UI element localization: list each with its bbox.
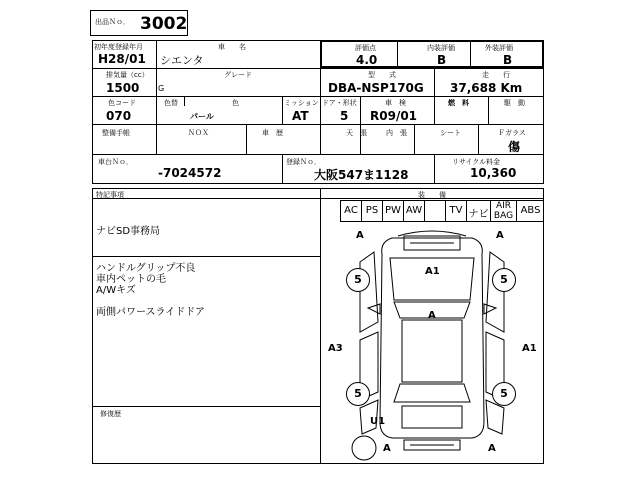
inspection-label: 車 検: [385, 99, 406, 107]
history-label: 車 歴: [262, 129, 283, 137]
grade: G: [158, 84, 165, 93]
note-line: ナビSD事務局: [96, 226, 161, 237]
tire-rear-left: 5: [346, 382, 370, 406]
note-line: ハンドルグリップ不良: [96, 263, 196, 274]
color-type-label: 色替: [164, 99, 178, 107]
score: 4.0: [356, 53, 378, 67]
car-diagram: [320, 222, 544, 464]
reg-year: H28/01: [98, 52, 146, 66]
displacement: 1500: [106, 81, 140, 95]
mark-front-right: A: [496, 230, 504, 241]
grade-label: グレード: [224, 71, 252, 79]
model-name: シエンタ: [160, 54, 204, 67]
mission-label: ミッション: [284, 99, 319, 107]
interior-score: B: [437, 53, 447, 67]
doors: 5: [340, 109, 349, 123]
repair-history-label: 修復歴: [100, 410, 121, 418]
mark-roof: A: [428, 310, 436, 321]
drive-label: 駆 動: [504, 99, 525, 107]
listing-number: 3002: [140, 14, 188, 34]
interior-trim-label: 内 張: [386, 129, 407, 137]
color-code: 070: [106, 109, 132, 123]
displacement-label: 排気量（cc）: [106, 71, 149, 79]
equipment-ps: PS: [365, 205, 379, 216]
maintenance-label: 整備手帳: [102, 129, 130, 137]
ceiling-label: 天 張: [346, 129, 367, 137]
mileage-label: 走 行: [482, 71, 510, 79]
equipment-ac: AC: [344, 205, 358, 216]
color: パール: [190, 112, 214, 121]
mark-rear-left: A: [383, 443, 391, 454]
plate-label: 登録Ｎｏ．: [286, 158, 321, 166]
mark-rear-bumper: U1: [370, 416, 386, 427]
equipment-navi: ナビ: [468, 209, 489, 220]
listing-number-label: 出品Ｎｏ．: [95, 18, 130, 26]
equipment-tv: TV: [449, 205, 463, 216]
recycle-label: リサイクル料金: [452, 158, 501, 166]
score-label: 評価点: [355, 44, 376, 52]
inspection: R09/01: [370, 109, 418, 123]
tire-front-left: 5: [346, 268, 370, 292]
mark-rear-right: A: [488, 443, 496, 454]
model-label: 車 名: [218, 43, 246, 51]
note-line: 両側パワースライドドア: [96, 307, 205, 318]
note-line: A/Wキズ: [96, 285, 136, 296]
chassis-number: -7024572: [158, 166, 222, 180]
exterior-score: B: [503, 53, 513, 67]
mission: AT: [292, 109, 309, 123]
exterior-label: 外装評価: [485, 44, 513, 52]
tire-rear-right: 5: [492, 382, 516, 406]
plate-number: 大阪547ま1128: [314, 168, 409, 182]
interior-label: 内装評価: [427, 44, 455, 52]
tire-front-right: 5: [492, 268, 516, 292]
recycle-fee: 10,360: [470, 166, 517, 180]
color-code-label: 色コード: [108, 99, 136, 107]
equipment-pw: PW: [385, 205, 401, 216]
nox-label: ＮＯＸ: [188, 129, 209, 137]
equipment-aw: AW: [405, 205, 423, 216]
glass-condition: 傷: [508, 140, 521, 154]
equipment-label: 装 備: [418, 191, 446, 199]
seat-label: シート: [440, 129, 461, 137]
color-label: 色: [232, 99, 239, 107]
mark-right-side: A1: [522, 343, 537, 354]
mileage: 37,688 Km: [450, 81, 523, 95]
chassis-label: 車台Ｎｏ．: [98, 158, 133, 166]
equipment-airbag: AIR BAG: [493, 201, 514, 221]
doors-label: ドア・形状: [322, 99, 357, 107]
type-label: 型 式: [368, 71, 396, 79]
model-type: DBA-NSP170G: [328, 81, 424, 95]
mark-left-side: A3: [328, 343, 343, 354]
reg-year-label: 初年度登録年月: [94, 43, 143, 51]
mark-front-left: A: [356, 230, 364, 241]
equipment-abs: ABS: [520, 205, 541, 216]
notes-label: 特記事項: [96, 191, 124, 199]
note-line: 車内ペットの毛: [96, 274, 166, 285]
fuel-label: 燃 料: [448, 99, 469, 107]
glass-label: Ｆガラス: [498, 129, 526, 137]
mark-hood: A1: [425, 266, 440, 277]
